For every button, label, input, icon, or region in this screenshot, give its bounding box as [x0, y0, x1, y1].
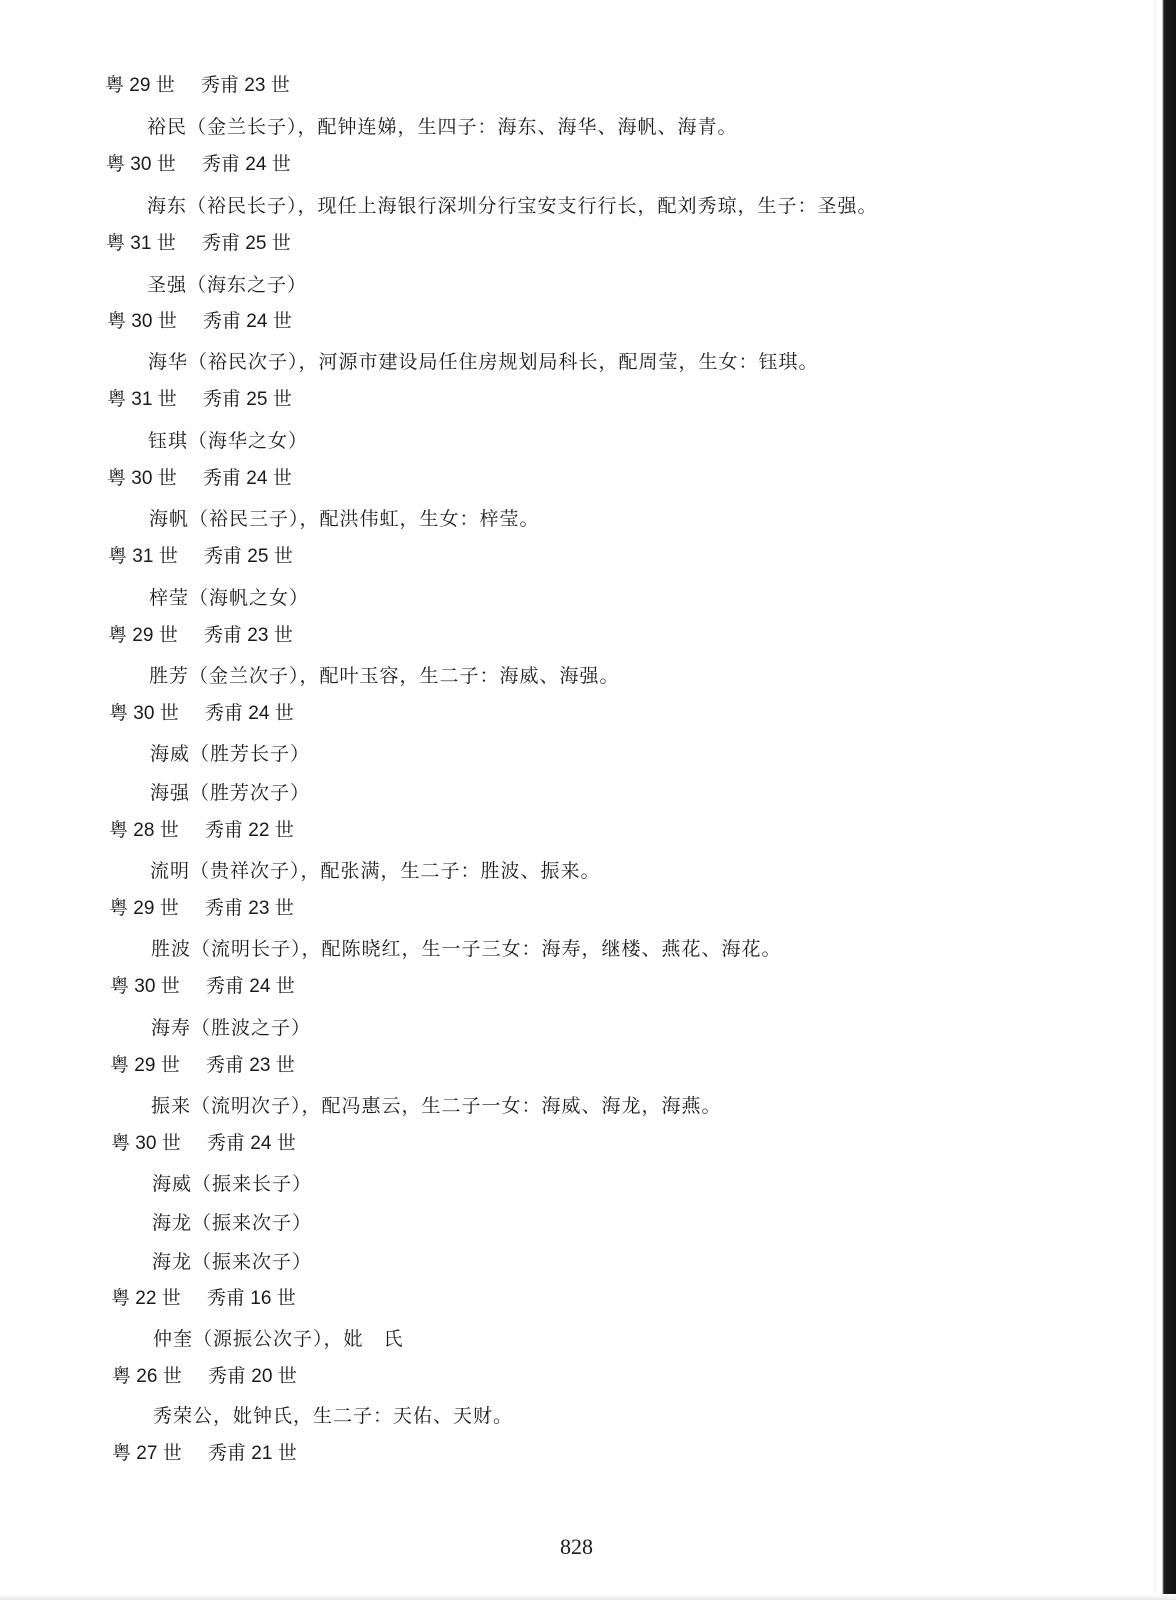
person-entry: 海强（胜芳次子） — [150, 782, 311, 804]
generation-heading — [109, 819, 294, 843]
generation-heading — [107, 467, 292, 491]
yue-generation: 粤 30 世 — [110, 976, 180, 997]
person-entry: 圣强（海东之子） — [147, 274, 308, 296]
yue-generation: 粤 31 世 — [107, 389, 177, 410]
scan-edge-right — [1154, 0, 1176, 1600]
xiufu-generation: 秀甫 25 世 — [202, 233, 291, 254]
xiufu-generation: 秀甫 23 世 — [206, 1055, 295, 1076]
generation-heading — [111, 1287, 296, 1311]
person-entry: 海威（振来长子） — [152, 1173, 313, 1195]
yue-generation: 粤 31 世 — [108, 546, 178, 567]
person-entry: 胜波（流明长子），配陈晓红，生一子三女：海寿，继楼、燕花、海花。 — [151, 938, 782, 960]
yue-generation: 粤 29 世 — [109, 898, 179, 919]
xiufu-generation: 秀甫 24 世 — [205, 703, 294, 724]
yue-generation: 粤 28 世 — [109, 820, 179, 841]
scan-edge-bottom — [0, 1594, 1176, 1600]
xiufu-generation: 秀甫 24 世 — [203, 468, 292, 489]
generation-heading — [110, 1054, 295, 1078]
person-entry: 钰琪（海华之女） — [148, 430, 309, 452]
person-entry: 仲奎（源振公次子），妣 氏 — [153, 1328, 404, 1350]
yue-generation: 粤 27 世 — [112, 1443, 182, 1464]
person-entry: 海东（裕民长子），现任上海银行深圳分行宝安支行行长，配刘秀琼，生子：圣强。 — [147, 195, 878, 217]
person-entry: 海龙（振来次子） — [152, 1212, 313, 1234]
yue-generation: 粤 29 世 — [105, 75, 175, 96]
person-entry: 海华（裕民次子），河源市建设局任住房规划局科长，配周莹，生女：钰琪。 — [148, 351, 819, 373]
yue-generation: 粤 26 世 — [112, 1366, 182, 1387]
generation-heading — [107, 388, 292, 412]
person-entry: 梓莹（海帆之女） — [149, 587, 310, 609]
generation-heading — [106, 153, 291, 177]
generation-heading — [112, 1442, 297, 1466]
generation-heading — [111, 1132, 296, 1156]
xiufu-generation: 秀甫 20 世 — [208, 1366, 297, 1387]
yue-generation: 粤 30 世 — [111, 1133, 181, 1154]
yue-generation: 粤 29 世 — [110, 1055, 180, 1076]
xiufu-generation: 秀甫 23 世 — [204, 625, 293, 646]
yue-generation: 粤 29 世 — [108, 625, 178, 646]
xiufu-generation: 秀甫 24 世 — [206, 976, 295, 997]
person-entry: 流明（贵祥次子），配张满，生二子：胜波、振来。 — [150, 860, 601, 882]
yue-generation: 粤 30 世 — [106, 154, 176, 175]
person-entry: 海帆（裕民三子），配洪伟虹，生女：梓莹。 — [149, 508, 540, 530]
xiufu-generation: 秀甫 24 世 — [203, 311, 292, 332]
xiufu-generation: 秀甫 23 世 — [205, 898, 294, 919]
person-entry: 裕民（金兰长子），配钟连娣，生四子：海东、海华、海帆、海青。 — [147, 116, 738, 138]
page-number: 828 — [560, 1534, 593, 1559]
person-entry: 海威（胜芳长子） — [150, 743, 311, 765]
person-entry: 胜芳（金兰次子），配叶玉容，生二子：海威、海强。 — [149, 665, 620, 687]
xiufu-generation: 秀甫 25 世 — [204, 546, 293, 567]
yue-generation: 粤 30 世 — [109, 703, 179, 724]
generation-heading — [108, 624, 293, 648]
xiufu-generation: 秀甫 24 世 — [207, 1133, 296, 1154]
generation-heading — [112, 1365, 297, 1389]
person-entry: 海龙（振来次子） — [152, 1251, 313, 1273]
generation-heading — [105, 74, 290, 98]
generation-heading — [109, 702, 294, 726]
yue-generation: 粤 30 世 — [107, 311, 177, 332]
person-entry: 秀荣公，妣钟氏，生二子：天佑、天财。 — [153, 1405, 514, 1427]
generation-heading — [109, 897, 294, 921]
generation-heading — [110, 975, 295, 999]
generation-heading — [108, 545, 293, 569]
person-entry: 振来（流明次子），配冯惠云，生二子一女：海威、海龙，海燕。 — [151, 1095, 722, 1117]
generation-heading — [106, 232, 291, 256]
xiufu-generation: 秀甫 16 世 — [207, 1288, 296, 1309]
xiufu-generation: 秀甫 22 世 — [205, 820, 294, 841]
yue-generation: 粤 30 世 — [107, 468, 177, 489]
xiufu-generation: 秀甫 24 世 — [202, 154, 291, 175]
person-entry: 海寿（胜波之子） — [151, 1017, 312, 1039]
xiufu-generation: 秀甫 23 世 — [201, 75, 290, 96]
generation-heading — [107, 310, 292, 334]
yue-generation: 粤 22 世 — [111, 1288, 181, 1309]
xiufu-generation: 秀甫 21 世 — [208, 1443, 297, 1464]
xiufu-generation: 秀甫 25 世 — [203, 389, 292, 410]
yue-generation: 粤 31 世 — [106, 233, 176, 254]
